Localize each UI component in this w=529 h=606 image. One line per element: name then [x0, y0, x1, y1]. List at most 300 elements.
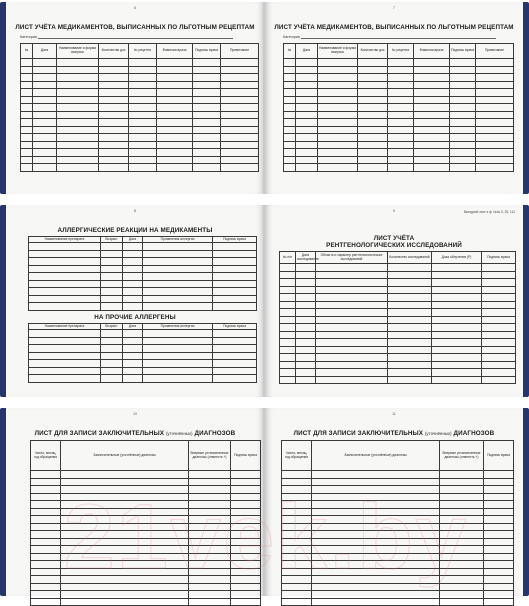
table-cell [318, 104, 358, 112]
table-cell [318, 149, 358, 157]
table-row [31, 583, 261, 591]
table-cell [296, 354, 316, 362]
table-cell [388, 149, 414, 157]
table-cell [221, 74, 259, 82]
table-cell [440, 486, 484, 494]
table-cell [296, 141, 318, 149]
table-cell [21, 111, 33, 119]
table-cell [316, 294, 388, 302]
table-cell [312, 538, 440, 546]
table-cell [129, 134, 157, 142]
col-header: Фамилия врача [414, 44, 450, 59]
table-cell [282, 598, 312, 606]
table-cell [440, 598, 484, 606]
table-cell [414, 134, 450, 142]
table-cell [318, 96, 358, 104]
table-cell [157, 66, 193, 74]
table-cell [57, 149, 99, 157]
table-cell [21, 89, 33, 97]
table-row [282, 516, 514, 524]
table-cell [358, 141, 388, 149]
table-cell [189, 486, 231, 494]
table-cell [432, 279, 482, 287]
table-cell [312, 546, 440, 554]
table-cell [318, 134, 358, 142]
table-cell [123, 367, 143, 375]
table-cell [318, 156, 358, 164]
spread-prescriptions [0, 2, 529, 194]
table-cell [388, 96, 414, 104]
table-cell [482, 339, 516, 347]
table-cell [450, 156, 476, 164]
table-cell [57, 141, 99, 149]
table-cell [193, 119, 221, 127]
table-cell [157, 119, 193, 127]
table-cell [388, 59, 414, 67]
table-cell [450, 111, 476, 119]
table-cell [476, 164, 514, 172]
diagnoses-table [30, 440, 261, 606]
table-cell [193, 164, 221, 172]
table-cell [33, 81, 57, 89]
table-cell [231, 576, 261, 584]
table-cell [143, 337, 213, 345]
table-cell [484, 591, 514, 599]
table-cell [296, 89, 318, 97]
table-cell [157, 149, 193, 157]
table-cell [318, 74, 358, 82]
table-cell [316, 346, 388, 354]
table-cell [61, 471, 189, 479]
table-cell [143, 345, 213, 353]
col-header: Наименование препарата [29, 324, 101, 330]
table-row [284, 66, 514, 74]
table-cell [129, 66, 157, 74]
table-cell [284, 89, 296, 97]
table-cell [318, 89, 358, 97]
table-cell [213, 337, 257, 345]
table-cell [388, 104, 414, 112]
page-left [6, 408, 264, 596]
table-cell [312, 568, 440, 576]
table-cell [312, 516, 440, 524]
table-row [31, 501, 261, 509]
table-cell [432, 264, 482, 272]
table-row [282, 568, 514, 576]
table-cell [99, 141, 129, 149]
table-cell [21, 66, 33, 74]
table-cell [358, 119, 388, 127]
table-cell [284, 134, 296, 142]
table-row [21, 89, 259, 97]
table-cell [450, 89, 476, 97]
table-row [280, 331, 516, 339]
table-cell [450, 104, 476, 112]
table-cell [432, 361, 482, 369]
table-row [21, 59, 259, 67]
table-cell [99, 134, 129, 142]
title-small: (уточнённых) [424, 431, 452, 436]
table-cell [432, 294, 482, 302]
table-row [31, 561, 261, 569]
table-cell [296, 301, 316, 309]
table-cell [482, 331, 516, 339]
table-row [21, 156, 259, 164]
col-header: Подпись врача [213, 324, 257, 330]
table-cell [358, 164, 388, 172]
table-cell [296, 134, 318, 142]
table-cell [388, 294, 432, 302]
table-cell [221, 126, 259, 134]
table-cell [482, 324, 516, 332]
table-cell [358, 134, 388, 142]
table-cell [213, 367, 257, 375]
table-cell [129, 96, 157, 104]
col-header: Число, месяц, год обращения [282, 441, 312, 471]
table-cell [123, 337, 143, 345]
table-cell [414, 164, 450, 172]
col-header: Доза облучения (Р) [432, 252, 482, 264]
table-cell [101, 303, 123, 311]
table-row [280, 286, 516, 294]
table-cell [316, 264, 388, 272]
table-cell [221, 119, 259, 127]
col-header: Количество доз [358, 44, 388, 59]
table-cell [482, 279, 516, 287]
table-cell [284, 126, 296, 134]
table-cell [450, 141, 476, 149]
col-header: Впервые установленные диагнозы (отметить +) [440, 441, 484, 471]
table-cell [388, 81, 414, 89]
page-number: 10 [133, 412, 137, 416]
table-cell [296, 119, 318, 127]
table-cell [157, 96, 193, 104]
table-cell [318, 111, 358, 119]
table-cell [280, 264, 296, 272]
table-cell [296, 81, 318, 89]
table-cell [99, 96, 129, 104]
table-cell [143, 303, 213, 311]
table-cell [101, 295, 123, 303]
table-cell [432, 339, 482, 347]
category-field [20, 35, 233, 39]
table-cell [312, 523, 440, 531]
table-cell [129, 141, 157, 149]
table-row [284, 134, 514, 142]
table-cell [29, 367, 101, 375]
table-cell [440, 523, 484, 531]
table-cell [231, 583, 261, 591]
table-row [280, 264, 516, 272]
table-cell [318, 126, 358, 134]
table-row [280, 316, 516, 324]
table-cell [221, 104, 259, 112]
table-cell [280, 346, 296, 354]
table-cell [476, 59, 514, 67]
table-cell [193, 149, 221, 157]
table-cell [29, 250, 101, 258]
table-cell [231, 523, 261, 531]
table-row [21, 111, 259, 119]
table-cell [358, 104, 388, 112]
table-row [29, 303, 257, 311]
table-cell [484, 471, 514, 479]
table-cell [388, 89, 414, 97]
table-row [280, 361, 516, 369]
table-cell [282, 471, 312, 479]
table-cell [99, 104, 129, 112]
table-row [282, 598, 514, 606]
table-cell [316, 361, 388, 369]
table-cell [129, 74, 157, 82]
table-cell [476, 96, 514, 104]
page-number: 11 [392, 412, 396, 416]
table-row [280, 309, 516, 317]
table-cell [193, 156, 221, 164]
table-cell [33, 66, 57, 74]
table-cell [57, 59, 99, 67]
table-cell [31, 486, 61, 494]
title-end: ДИАГНОЗОВ [194, 430, 236, 437]
table-cell [358, 96, 388, 104]
table-cell [284, 111, 296, 119]
table-cell [358, 89, 388, 97]
table-cell [157, 104, 193, 112]
table-cell [29, 352, 101, 360]
col-header: Наименование и форма выпуска [318, 44, 358, 59]
table-cell [312, 478, 440, 486]
table-cell [282, 508, 312, 516]
table-cell [440, 568, 484, 576]
spread-diagnoses [0, 408, 529, 596]
table-cell [316, 369, 388, 377]
table-row [280, 271, 516, 279]
col-header: № п/п [280, 252, 296, 264]
table-cell [316, 316, 388, 324]
table-cell [33, 164, 57, 172]
table-row [29, 345, 257, 353]
table-cell [57, 66, 99, 74]
table-cell [280, 316, 296, 324]
table-cell [358, 66, 388, 74]
table-cell [189, 478, 231, 486]
table-cell [189, 598, 231, 606]
table-cell [143, 352, 213, 360]
table-cell [440, 591, 484, 599]
table-cell [61, 478, 189, 486]
table-cell [296, 111, 318, 119]
table-cell [189, 583, 231, 591]
table-cell [296, 149, 318, 157]
table-cell [280, 331, 296, 339]
prescriptions-table [283, 43, 514, 172]
table-cell [31, 501, 61, 509]
table-cell [213, 295, 257, 303]
page-title: ЛИСТ УЧЁТА [373, 235, 415, 242]
table-cell [414, 96, 450, 104]
table-cell [189, 546, 231, 554]
table-cell [101, 288, 123, 296]
table-cell [482, 316, 516, 324]
table-cell [29, 288, 101, 296]
page-right [265, 2, 523, 194]
table-row [29, 280, 257, 288]
table-cell [101, 250, 123, 258]
table-cell [358, 74, 388, 82]
table-cell [231, 531, 261, 539]
table-cell [61, 538, 189, 546]
table-cell [99, 119, 129, 127]
table-cell [143, 295, 213, 303]
table-row [282, 561, 514, 569]
table-cell [129, 149, 157, 157]
table-cell [129, 126, 157, 134]
table-cell [450, 59, 476, 67]
table-cell [316, 279, 388, 287]
category-line [301, 36, 496, 39]
table-cell [414, 149, 450, 157]
table-cell [193, 89, 221, 97]
table-cell [388, 309, 432, 317]
table-row [29, 352, 257, 360]
table-row [282, 478, 514, 486]
table-cell [482, 309, 516, 317]
col-header: № рецепта [129, 44, 157, 59]
table-cell [231, 598, 261, 606]
table-cell [316, 301, 388, 309]
table-cell [33, 119, 57, 127]
table-row [284, 119, 514, 127]
table-cell [282, 538, 312, 546]
table-cell [476, 134, 514, 142]
table-cell [213, 243, 257, 251]
table-cell [440, 553, 484, 561]
table-cell [414, 104, 450, 112]
table-row [21, 81, 259, 89]
table-cell [296, 66, 318, 74]
table-row [21, 119, 259, 127]
page-right [265, 408, 523, 596]
table-cell [280, 376, 296, 384]
table-cell [213, 303, 257, 311]
table-cell [484, 523, 514, 531]
table-cell [213, 250, 257, 258]
table-cell [57, 89, 99, 97]
table-cell [213, 352, 257, 360]
table-cell [284, 156, 296, 164]
table-row [282, 546, 514, 554]
title-main: ЛИСТ ДЛЯ ЗАПИСИ ЗАКЛЮЧИТЕЛЬНЫХ [34, 430, 165, 437]
table-cell [221, 66, 259, 74]
table-cell [318, 119, 358, 127]
table-cell [450, 126, 476, 134]
title-main: ЛИСТ ДЛЯ ЗАПИСИ ЗАКЛЮЧИТЕЛЬНЫХ [293, 430, 424, 437]
table-row [31, 508, 261, 516]
table-cell [57, 126, 99, 134]
table-cell [358, 81, 388, 89]
table-cell [129, 104, 157, 112]
table-cell [388, 279, 432, 287]
table-cell [296, 74, 318, 82]
table-cell [29, 280, 101, 288]
table-cell [31, 576, 61, 584]
col-header: Фамилия врача [157, 44, 193, 59]
table-cell [157, 59, 193, 67]
table-cell [21, 126, 33, 134]
page-title: ЛИСТ УЧЁТА МЕДИКАМЕНТОВ, ВЫПИСАННЫХ ПО ЛЬГОТНЫМ РЕЦЕПТАМ [15, 24, 255, 31]
table-cell [29, 360, 101, 368]
col-header: Подпись врача [213, 237, 257, 243]
table-row [280, 354, 516, 362]
table-cell [296, 279, 316, 287]
table-cell [31, 523, 61, 531]
table-cell [193, 66, 221, 74]
table-cell [316, 339, 388, 347]
table-row [284, 141, 514, 149]
col-header: Примечание [221, 44, 259, 59]
table-cell [193, 59, 221, 67]
table-cell [99, 66, 129, 74]
col-header: № [284, 44, 296, 59]
table-cell [143, 288, 213, 296]
table-cell [440, 538, 484, 546]
table-cell [61, 508, 189, 516]
table-cell [101, 360, 123, 368]
col-header: Подпись врача [484, 441, 514, 471]
table-cell [61, 523, 189, 531]
table-row [280, 376, 516, 384]
table-cell [61, 486, 189, 494]
table-cell [482, 286, 516, 294]
table-row [31, 478, 261, 486]
table-cell [282, 583, 312, 591]
table-row [280, 324, 516, 332]
col-header: Заключительные (уточнённые) диагнозы [61, 441, 189, 471]
table-row [284, 89, 514, 97]
title-end: ДИАГНОЗОВ [453, 430, 495, 437]
table-cell [193, 134, 221, 142]
col-header: Дата [123, 237, 143, 243]
table-row [31, 538, 261, 546]
table-cell [280, 354, 296, 362]
table-row [29, 250, 257, 258]
table-cell [61, 493, 189, 501]
table-cell [432, 324, 482, 332]
table-cell [29, 265, 101, 273]
table-cell [280, 324, 296, 332]
table-cell [358, 156, 388, 164]
table-cell [31, 478, 61, 486]
table-cell [316, 324, 388, 332]
table-cell [123, 243, 143, 251]
page-title: ЛИСТ УЧЁТА МЕДИКАМЕНТОВ, ВЫПИСАННЫХ ПО ЛЬГОТНЫМ РЕЦЕПТАМ [274, 24, 514, 31]
table-cell [31, 471, 61, 479]
table-cell [157, 74, 193, 82]
table-cell [476, 104, 514, 112]
table-cell [358, 111, 388, 119]
table-cell [31, 598, 61, 606]
col-header: № [21, 44, 33, 59]
table-cell [101, 280, 123, 288]
table-cell [33, 156, 57, 164]
table-cell [284, 104, 296, 112]
table-cell [296, 96, 318, 104]
table-cell [31, 561, 61, 569]
category-label: Категория [20, 35, 37, 39]
table-cell [388, 301, 432, 309]
table-cell [450, 74, 476, 82]
table-cell [231, 478, 261, 486]
